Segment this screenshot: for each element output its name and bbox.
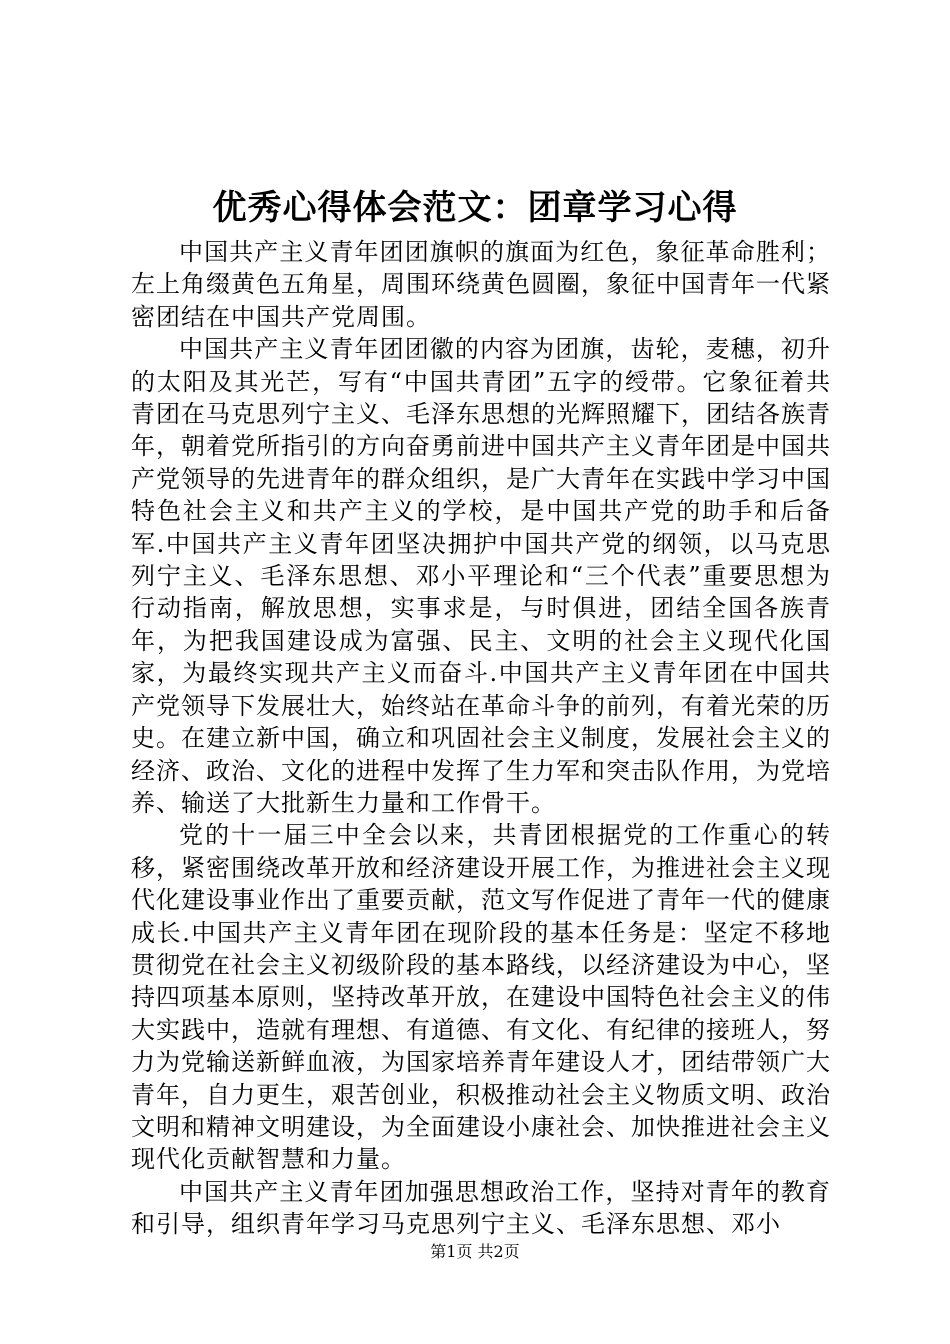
paragraph-2: 中国共产主义青年团团徽的内容为团旗，齿轮，麦穗，初升的太阳及其光芒，写有“中国共青团”五字的绶带。它象征着共青团在马克思列宁主义、毛泽东思想的光辉照耀下，团结各族青年，朝着党所指引的方向奋勇前进中国共产主义青年团是中国共产党领导的先进青年的群众组织，是广大青年在实践中学习中国特色社会主义和共产主义的学校，是中国共产党的助手和后备军.中国共产主义青年团坚决拥护中国共产党的纲领，以马克思列宁主义、毛泽东思想、邓小平理论和“三个代表”重要思想为行动指南，解放思想，实事求是，与时俱进，团结全国各族青年，为把我国建设成为富强、民主、文明的社会主义现代化国家，为最终实现共产主义而奋斗.中国共产主义青年团在中国共产党领导下发展壮大，始终站在革命斗争的前列，有着光荣的历史。在建立新中国，确立和巩固社会主义制度，发展社会主义的经济、政治、文化的进程中发挥了生力军和突击队作用，为党培养、输送了大批新生力量和工作骨干。 (131, 335, 831, 817)
document-body (131, 236, 831, 1241)
page-footer: 第1页 共2页 (430, 1242, 520, 1261)
paragraph-1: 中国共产主义青年团团旗帜的旗面为红色，象征革命胜利；左上角缀黄色五角星，周围环绕黄色圆圈，象征中国青年一代紧密团结在中国共产党周围。 (131, 238, 831, 331)
page-title: 优秀心得体会范文：团章学习心得 (212, 188, 738, 228)
paragraph-4: 中国共产主义青年团加强思想政治工作，坚持对青年的教育和引导，组织青年学习马克思列宁主义、毛泽东思想、邓小 (131, 1177, 831, 1239)
paragraph-3: 党的十一届三中全会以来，共青团根据党的工作重心的转移，紧密围绕改革开放和经济建设开展工作，为推进社会主义现代化建设事业作出了重要贡献，范文写作促进了青年一代的健康成长.中国共产主义青年团在现阶段的基本任务是：坚定不移地贯彻党在社会主义初级阶段的基本路线，以经济建设为中心，坚持四项基本原则，坚持改革开放，在建设中国特色社会主义的伟大实践中，造就有理想、有道德、有文化、有纪律的接班人，努力为党输送新鲜血液，为国家培养青年建设人才，团结带领广大青年，自力更生，艰苦创业，积极推动社会主义物质文明、政治文明和精神文明建设，为全面建设小康社会、加快推进社会主义现代化贡献智慧和力量。 (131, 821, 831, 1174)
